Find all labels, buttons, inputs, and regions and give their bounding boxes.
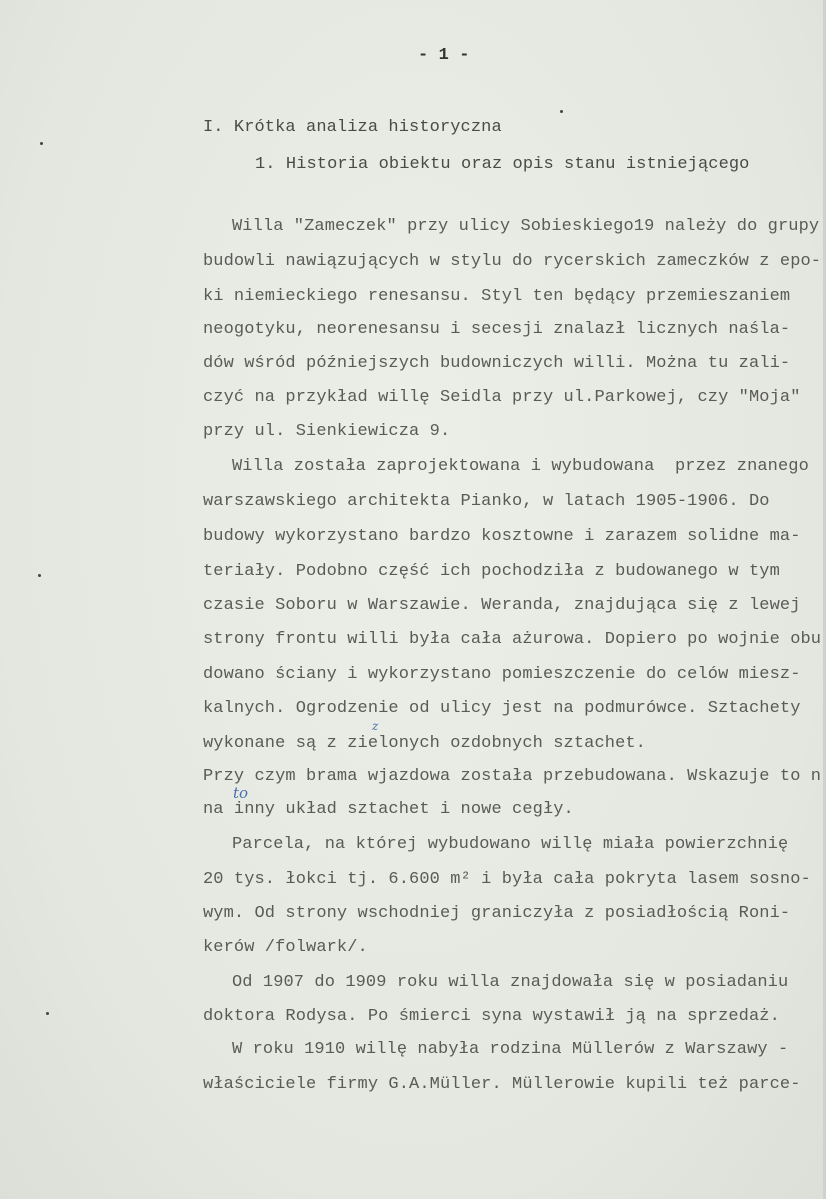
text-line: neogotyku, neorenesansu i secesji znalazł licznych naśla- bbox=[203, 320, 791, 339]
text-line: kerów /folwark/. bbox=[203, 938, 368, 957]
subsection-heading: 1. Historia obiektu oraz opis stanu istniejącego bbox=[255, 155, 750, 174]
text-line: dów wśród późniejszych budowniczych willi. Można tu zali- bbox=[203, 354, 791, 373]
text-line: warszawskiego architekta Pianko, w latach 1905-1906. Do bbox=[203, 492, 770, 511]
page-number: - 1 - bbox=[418, 46, 470, 65]
text-line: kalnych. Ogrodzenie od ulicy jest na podmurówce. Sztachety bbox=[203, 699, 801, 718]
section-heading: I. Krótka analiza historyczna bbox=[203, 118, 502, 137]
text-line: czyć na przykład willę Seidla przy ul.Parkowej, czy "Moja" bbox=[203, 388, 801, 407]
paper-speck bbox=[40, 142, 43, 145]
text-line: W roku 1910 willę nabyła rodzina Müllerów z Warszawy - bbox=[232, 1040, 789, 1059]
text-line: Od 1907 do 1909 roku willa znajdowała się w posiadaniu bbox=[232, 973, 789, 992]
text-line: doktora Rodysa. Po śmierci syna wystawił ją na sprzedaż. bbox=[203, 1007, 780, 1026]
text-line: budowy wykorzystano bardzo kosztowne i zarazem solidne ma- bbox=[203, 527, 801, 546]
text-line: na inny układ sztachet i nowe cegły. bbox=[203, 800, 574, 819]
text-line: strony frontu willi była cała ażurowa. Dopiero po wojnie obu bbox=[203, 630, 822, 649]
text-line: ki niemieckiego renesansu. Styl ten będący przemieszaniem bbox=[203, 287, 791, 306]
handwritten-annotation: z bbox=[372, 719, 379, 733]
text-line: Willa "Zameczek" przy ulicy Sobieskiego19 należy do grupy bbox=[232, 217, 820, 236]
text-line: Willa została zaprojektowana i wybudowana przez znanego bbox=[232, 457, 809, 476]
text-line: wykonane są z zielonych ozdobnych sztachet. bbox=[203, 734, 646, 753]
paper-speck bbox=[38, 574, 41, 577]
text-line: budowli nawiązujących w stylu do rycerskich zameczków z epo- bbox=[203, 252, 822, 271]
paper-speck bbox=[560, 110, 563, 113]
text-line: Przy czym brama wjazdowa została przebudowana. Wskazuje to n bbox=[203, 767, 822, 786]
text-line: wym. Od strony wschodniej graniczyła z posiadłością Roni- bbox=[203, 904, 791, 923]
text-line: właściciele firmy G.A.Müller. Müllerowie kupili też parce- bbox=[203, 1075, 801, 1094]
text-line: teriały. Podobno część ich pochodziła z budowanego w tym bbox=[203, 562, 780, 581]
text-line: Parcela, na której wybudowano willę miała powierzchnię bbox=[232, 835, 789, 854]
text-line: 20 tys. łokci tj. 6.600 m² i była cała pokryta lasem sosno- bbox=[203, 870, 811, 889]
text-line: przy ul. Sienkiewicza 9. bbox=[203, 422, 451, 441]
handwritten-annotation: to bbox=[233, 784, 249, 802]
text-line: czasie Soboru w Warszawie. Weranda, znajdująca się z lewej bbox=[203, 596, 801, 615]
paper-speck bbox=[46, 1012, 49, 1015]
text-line: dowano ściany i wykorzystano pomieszczenie do celów miesz- bbox=[203, 665, 801, 684]
